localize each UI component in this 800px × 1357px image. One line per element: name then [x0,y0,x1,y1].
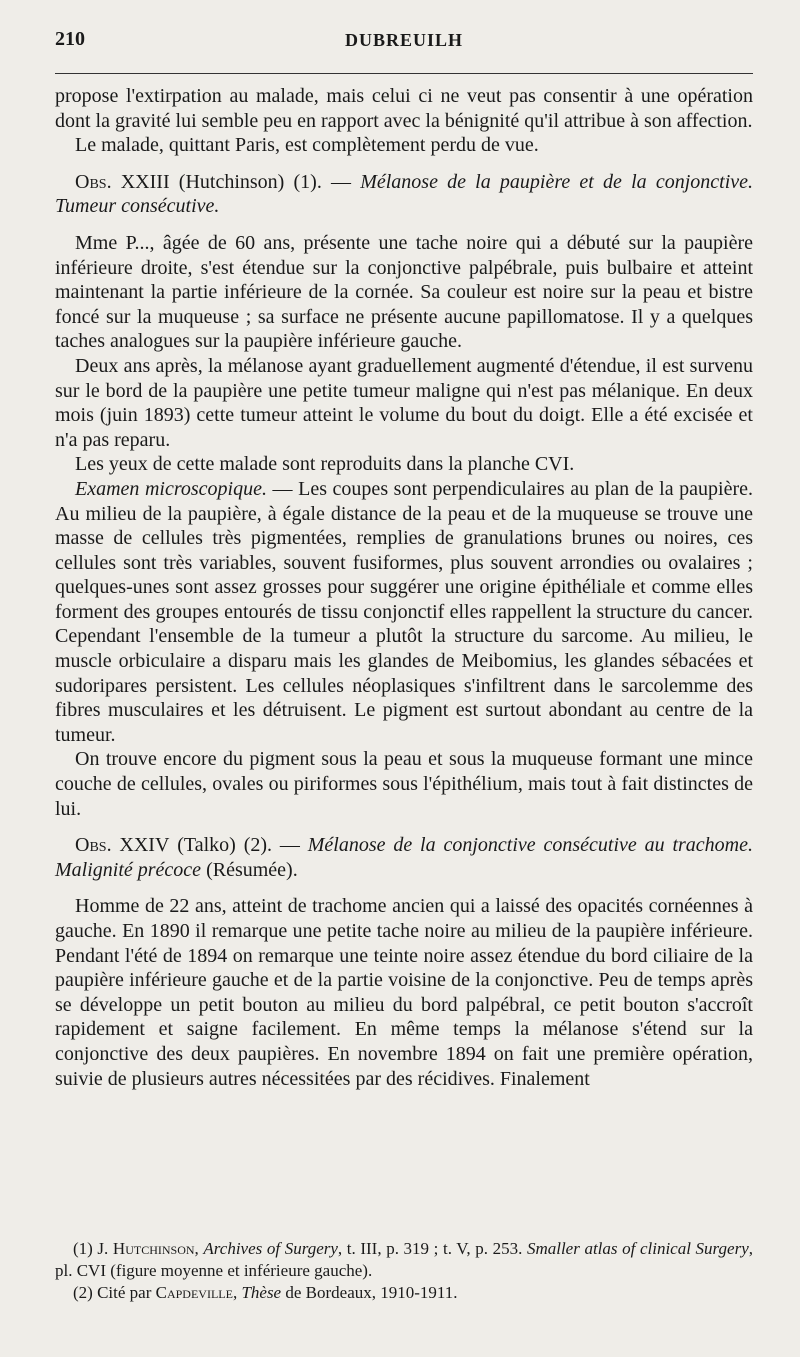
paragraph [55,477,753,748]
footnote-text: , t. III, p. 319 ; t. V, p. 253. [337,1239,527,1258]
header-rule [55,73,753,74]
paragraph: On trouve encore du pigment sous la peau et sous la muqueuse formant une mince couche de cellules, ovales ou piriformes sous l'épithélium, mais tout à fait distinctes de lui. [55,748,753,820]
section-lead: Examen microscopique. [75,477,267,500]
footnote-text: , [194,1239,204,1258]
paragraph: Les yeux de cette malade sont reproduits dans la planche CVI. [75,453,575,476]
body-text [55,84,753,1091]
observation-author: (Talko) (2). — [169,834,308,857]
footnote-author: Capdeville [155,1283,233,1302]
footnotes [55,1238,753,1304]
footnote-text: de Bordeaux, 1910-1911. [281,1283,458,1302]
observation-title: Mélanose de la paupière et de la conjonctive. Tumeur consécutive. [55,170,754,218]
footnote-text: , pl. CVI (figure moyenne et inférieure gauche). [55,1239,753,1280]
footnote-author: Hutchinson [112,1239,195,1258]
page-number: 210 [55,28,85,50]
observation-label: Obs. XXIV [75,834,170,857]
footnote-mark: (1) J. [73,1239,113,1258]
paragraph-text: — Les coupes sont perpendiculaires au plan de la paupière. Au milieu de la paupière, à égale distance de la peau et de la muqueuse se trouve une masse de cellules très pigmentées, remplies de granulations brunes ou noires, ces cellules sont très variables, souvent fusiformes, plus souvent arrondies ou ovalaires ; quelques-unes sont assez grosses pour suggérer une origine épithéliale et comme elles forment des groupes entourés de tissu conjonctif elles rappellent la structure du cancer. Cependant l'ensemble de la tumeur a plutôt la structure du sarcome. Au milieu, le muscle orbiculaire a disparu mais les glandes de Meibomius, les glandes sébacées et sudoripares persistent. Les cellules néoplasiques s'infiltrent dans le sarcolemme des fibres musculaires et les détruisent. Le pigment est surtout abondant au centre de la tumeur. [55,477,753,746]
observation-heading [55,833,753,882]
footnote-1 [55,1238,753,1282]
footnote-journal: Archives of Surgery [203,1239,338,1258]
footnote-2 [55,1282,753,1304]
paragraph: Deux ans après, la mélanose ayant graduellement augmenté d'étendue, il est survenu sur le bord de la paupière une petite tumeur maligne qui n'est pas mélanique. En deux mois (juin 1893) cette tumeur atteint le volume du bout du doigt. Elle a été excisée et n'a pas reparu. [55,354,753,451]
footnote-thesis: Thèse [241,1283,282,1302]
observation-label: Obs. XXIII [75,170,170,193]
observation-author: (Hutchinson) (1). — [169,170,361,193]
paragraph: Mme P..., âgée de 60 ans, présente une tache noire qui a débuté sur la paupière inférieure droite, s'est étendue sur la conjonctive palpébrale, puis bulbaire et atteint maintenant la partie inférieure de la cornée. Sa couleur est noire sur la peau et bistre foncé sur la muqueuse ; sa surface ne présente aucune papillomatose. Il y a quelques taches analogues sur la paupière inférieure gauche. [55,231,753,353]
footnote-book: Smaller atlas of clinical Surgery [526,1239,749,1258]
running-head [55,28,753,52]
paragraph: Homme de 22 ans, atteint de trachome ancien qui a laissé des opacités cornéennes à gauche. En 1890 il remarque une petite tache noire au milieu de la paupière inférieure. Pendant l'été de 1894 on remarque une teinte noire assez étendue du bord ciliaire de la paupière inférieure gauche et de la partie voisine de la conjonctive. Peu de temps après se développe un petit bouton au milieu du bord palpébral, ce petit bouton s'accroît rapidement et saigne facilement. En même temps la mélanose s'étend sur la conjonctive des deux paupières. En novembre 1894 on fait une première opération, suivie de plusieurs autres nécessitées par des récidives. Finalement [55,895,753,1090]
footnote-mark: (2) Cité par [73,1283,156,1302]
observation-suffix: (Résumée). [201,858,298,881]
paragraph: propose l'extirpation au malade, mais celui ci ne veut pas consentir à une opération dont la gravité lui semble peu en rapport avec la bénignité qu'il attribue à son affection. [55,85,753,132]
observation-heading [55,170,753,219]
footnote-text: , [232,1283,242,1302]
observation-title: Mélanose de la conjonctive consécutive au trachome. Malignité précoce [55,834,753,881]
paragraph: Le malade, quittant Paris, est complètement perdu de vue. [75,134,539,157]
header-title: DUBREUILH [344,30,464,50]
